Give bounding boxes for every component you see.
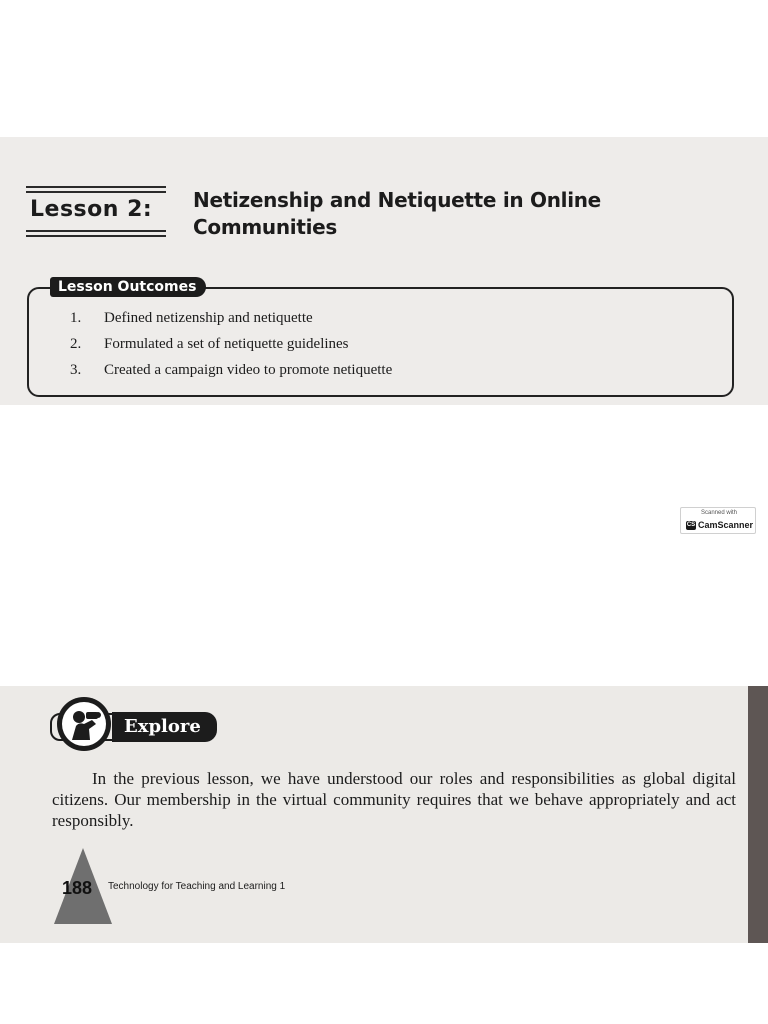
book-title: Technology for Teaching and Learning 1 — [108, 881, 286, 892]
outcome-number: 3. — [70, 362, 82, 378]
outcome-number: 2. — [70, 336, 82, 352]
explore-paragraph: In the previous lesson, we have understood our roles and responsibilities as global digital citizens. Our membership in the virtual community requires that we behave appropriately and act responsibly. — [52, 769, 736, 830]
outcome-text: Created a campaign video to promote netiquette — [104, 362, 393, 378]
scan-edge-bar — [748, 686, 768, 943]
rule-line-bottom-1 — [26, 230, 166, 232]
explorer-binoculars-icon — [62, 702, 106, 746]
rule-line-bottom-2 — [26, 235, 166, 237]
outcome-number: 1. — [70, 310, 82, 326]
outcome-text: Formulated a set of netiquette guidelines — [104, 336, 349, 352]
lesson-title — [193, 187, 601, 241]
camscanner-badge — [680, 507, 756, 534]
explore-heading: Explore — [112, 712, 217, 742]
camscanner-logo-icon: CS — [686, 522, 696, 528]
lesson-title-line-2: Communities — [193, 215, 338, 239]
camscanner-name: CamScanner — [698, 520, 754, 530]
rule-line-top-2 — [26, 191, 166, 193]
page-number: 188 — [62, 878, 93, 898]
scanned-with-label: Scanned with — [700, 510, 738, 516]
lesson-number: Lesson 2: — [30, 197, 153, 222]
lesson-outcomes-heading: Lesson Outcomes — [50, 277, 206, 297]
rule-line-top-1 — [26, 186, 166, 188]
lesson-title-line-1: Netizenship and Netiquette in Online — [193, 188, 601, 212]
outcome-text: Defined netizenship and netiquette — [104, 310, 313, 326]
